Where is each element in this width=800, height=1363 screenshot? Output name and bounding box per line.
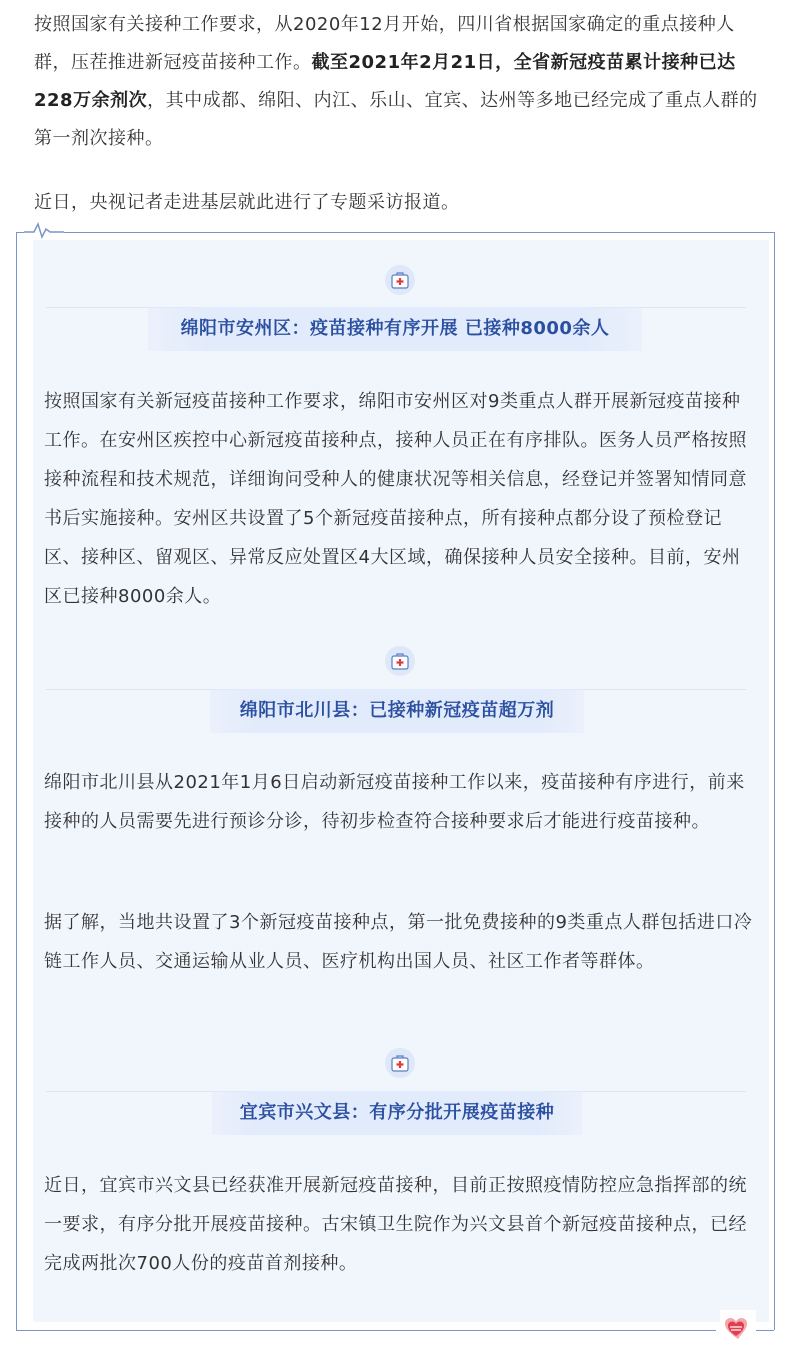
intro-text: 按照国家有关接种工作要求，从2020年12月开始，四川省根据国家确定的重点接种人群，压茬推进新冠疫苗接种工作。 <box>34 14 735 73</box>
medical-kit-icon <box>384 645 416 677</box>
intro-text-cont: ，其中成都、绵阳、内江、乐山、宜宾、达州等多地已经完成了重点人群的第一剂次接种。 <box>34 90 758 149</box>
section-title: 绵阳市安州区：疫苗接种有序开展 已接种8000余人 <box>148 307 642 351</box>
section-paragraph: 绵阳市北川县从2021年1月6日启动新冠疫苗接种工作以来，疫苗接种有序进行，前来接种的人员需要先进行预诊分诊，待初步检查符合接种要求后才能进行疫苗接种。 <box>44 772 745 832</box>
medical-kit-icon <box>384 264 416 296</box>
section-paragraph: 近日，宜宾市兴文县已经获准开展新冠疫苗接种，目前正按照疫情防控应急指挥部的统一要求，有序分批开展疫苗接种。古宋镇卫生院作为兴文县首个新冠疫苗接种点，已经完成两批次700人份的疫苗首剂接种。 <box>44 1175 747 1274</box>
intro-highlight: 截至2021年2月21日，全省新冠疫苗累计接种已达228万余剂次 <box>34 52 736 111</box>
frame-border <box>774 232 775 1330</box>
frame-border <box>16 1330 716 1331</box>
section-paragraph: 按照国家有关新冠疫苗接种工作要求，绵阳市安州区对9类重点人群开展新冠疫苗接种工作。在安州区疾控中心新冠疫苗接种点，接种人员正在有序排队。医务人员严格按照接种流程和技术规范，详细询问受种人的健康状况等相关信息，经登记并签署知情同意书后实施接种。安州区共设置了5个新冠疫苗接种点，所有接种点都分设了预检登记区、接种区、留观区、异常反应处置区4大区域，确保接种人员安全接种。目前，安州区已接种8000余人。 <box>44 391 747 607</box>
frame-border <box>16 232 774 233</box>
medical-kit-icon <box>384 1047 416 1079</box>
intro-paragraph-2: 近日，央视记者走进基层就此进行了专题采访报道。 <box>34 192 460 213</box>
intro <box>34 6 764 222</box>
pulse-line-icon <box>24 220 64 240</box>
frame-border <box>756 1330 774 1331</box>
frame-border <box>16 232 17 1330</box>
section-title: 绵阳市北川县：已接种新冠疫苗超万剂 <box>210 689 584 733</box>
intro-paragraph-1 <box>34 6 764 158</box>
section-title: 宜宾市兴文县：有序分批开展疫苗接种 <box>212 1091 582 1135</box>
section-paragraph: 据了解，当地共设置了3个新冠疫苗接种点，第一批免费接种的9类重点人群包括进口冷链工作人员、交通运输从业人员、医疗机构出国人员、社区工作者等群体。 <box>44 912 753 972</box>
hearts-icon <box>720 1310 756 1346</box>
